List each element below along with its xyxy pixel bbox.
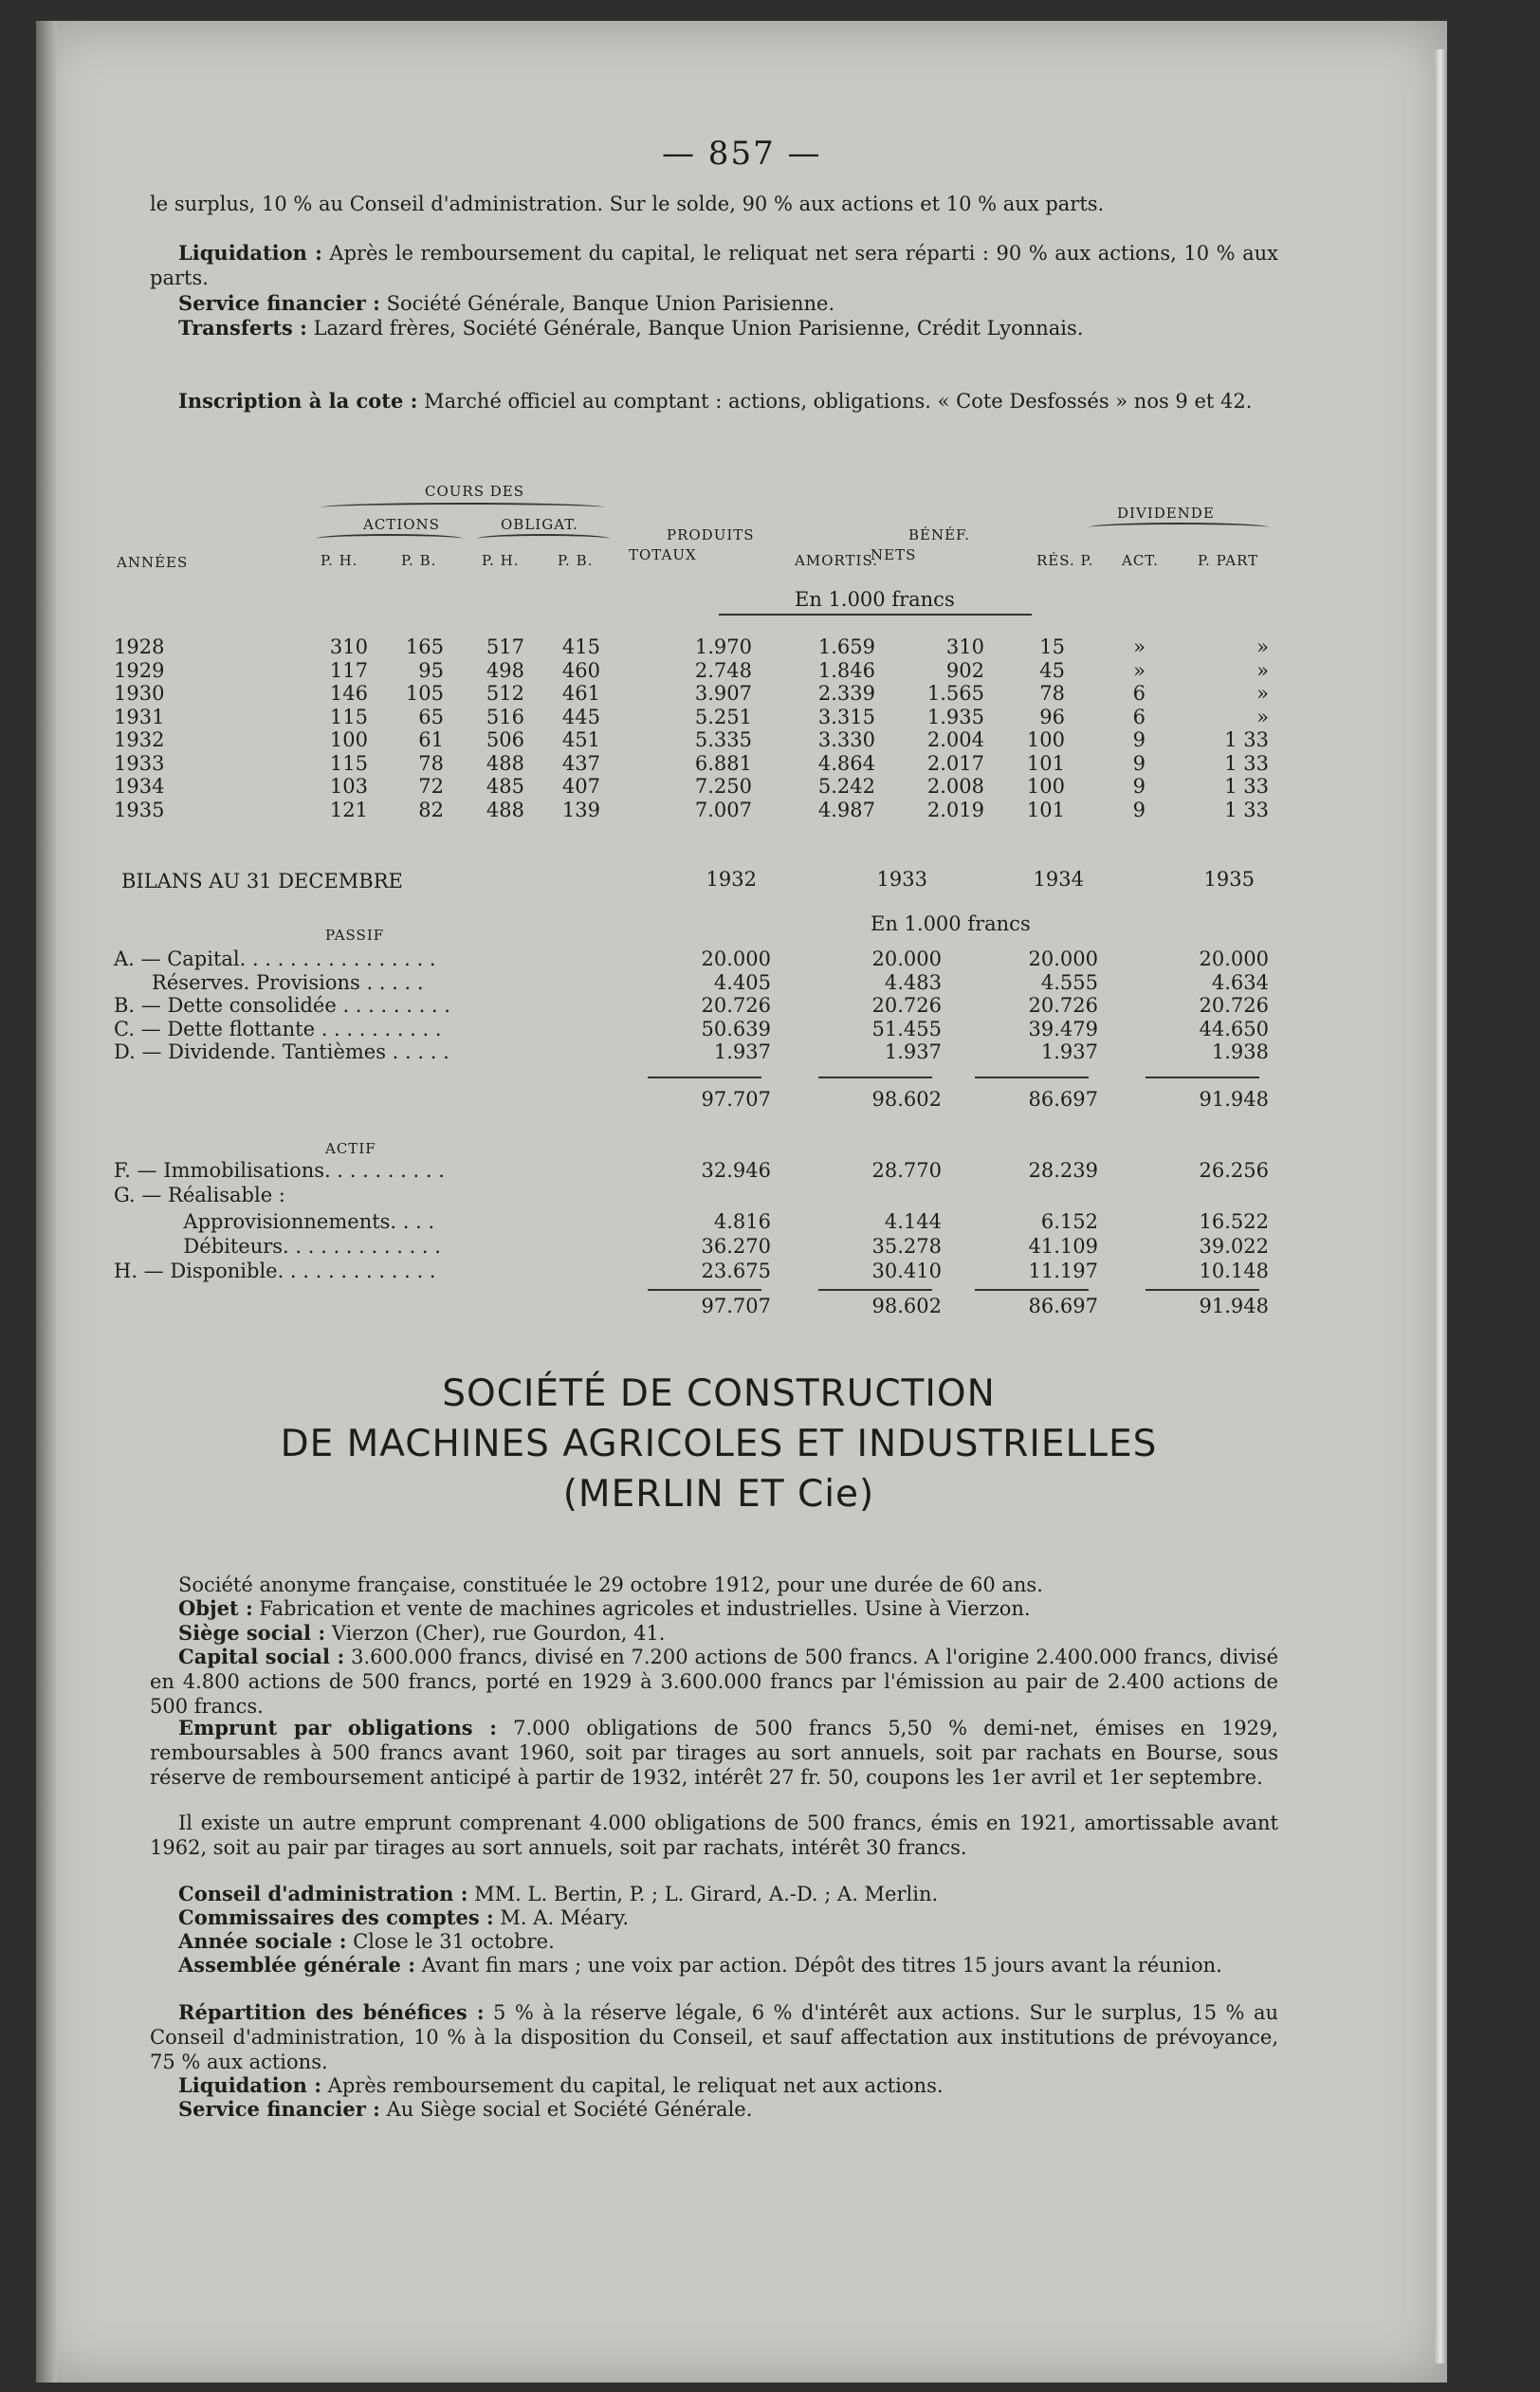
body-paragraph-9-label: Assemblée générale : <box>178 1953 415 1977</box>
body-paragraph-10-text: 5 % à la réserve légale, 6 % d'intérêt aux actions. Sur le surplus, 15 % au Conseil d'administration, 10 % à la disposition du Conseil, et sauf affectation aux institutions de prévoyance, 75 % aux actions. <box>150 2001 1279 2073</box>
passif-total-rule-2 <box>975 1076 1089 1078</box>
intro-paragraph-3-text: Société Générale, Banque Union Parisienne. <box>379 292 835 315</box>
header-obligations: OBLIGAT. <box>501 516 578 533</box>
company-title-line-3: (MERLIN ET Cie) <box>562 1473 875 1516</box>
passif-row-3-val-3: 44.650 <box>1199 1017 1269 1040</box>
cours-cell-r2-c1: 146 <box>329 682 368 705</box>
company-title-line-2: DE MACHINES AGRICOLES ET INDUSTRIELLES <box>280 1423 1158 1465</box>
intro-paragraph-1: le surplus, 10 % au Conseil d'administration. Sur le solde, 90 % aux actions et 10 % aux parts. <box>150 193 1105 215</box>
cours-cell-r3-c1: 115 <box>329 705 368 728</box>
cours-cell-r4-c7: 2.004 <box>926 728 984 751</box>
cours-cell-r0-c0: 1928 <box>114 635 165 658</box>
cours-cell-r7-c0: 1935 <box>114 798 165 821</box>
col-header-4: P. B. <box>558 552 594 569</box>
actif-row-2-label: Approvisionnements. . . . <box>114 1210 435 1233</box>
passif-row-4-val-3: 1.938 <box>1211 1040 1269 1063</box>
body-paragraph-2 <box>150 1621 1278 1646</box>
passif-total-rule-0 <box>648 1076 761 1078</box>
passif-row-0-val-0: 20.000 <box>701 948 771 970</box>
cours-cell-r2-c6: 2.339 <box>817 682 875 705</box>
cours-cell-r4-c1: 100 <box>329 728 368 751</box>
passif-row-2-val-3: 20.726 <box>1199 994 1269 1017</box>
col-header-5: PRODUITS <box>667 526 755 543</box>
cours-cell-r6-c10: 1 33 <box>1224 775 1269 798</box>
cours-cell-r2-c5: 3.907 <box>694 682 752 705</box>
cours-cell-r4-c5: 5.335 <box>694 728 752 751</box>
cours-cell-r4-c2: 61 <box>418 728 444 751</box>
cours-cell-r6-c8: 100 <box>1026 775 1065 798</box>
col-header-5-b: TOTAUX <box>629 546 697 563</box>
cours-cell-r7-c7: 2.019 <box>926 798 984 821</box>
body-paragraph-2-text: Vierzon (Cher), rue Gourdon, 41. <box>325 1622 666 1645</box>
brace-actions <box>316 534 463 543</box>
cours-cell-r3-c10: » <box>1256 705 1269 728</box>
body-paragraph-10-label: Répartition des bénéfices : <box>178 2000 485 2024</box>
actif-row-3-val-1: 35.278 <box>871 1235 942 1258</box>
cours-cell-r7-c2: 82 <box>418 798 444 821</box>
cours-cell-r1-c6: 1.846 <box>817 658 875 682</box>
actif-row-3-val-3: 39.022 <box>1199 1235 1269 1258</box>
passif-row-1-val-2: 4.555 <box>1040 970 1098 994</box>
cours-cell-r4-c9: 9 <box>1132 728 1146 751</box>
actif-row-4-val-3: 10.148 <box>1199 1260 1269 1282</box>
intro-paragraph-3-label: Service financier : <box>178 291 380 315</box>
cours-cell-r4-c10: 1 33 <box>1224 728 1269 751</box>
cours-cell-r0-c7: 310 <box>945 635 984 658</box>
body-paragraph-11-text: Après remboursement du capital, le reliquat net aux actions. <box>321 2074 944 2097</box>
cours-cell-r2-c7: 1.565 <box>926 682 984 705</box>
col-header-7-b: NETS <box>871 546 917 563</box>
body-paragraph-1-label: Objet : <box>178 1596 253 1620</box>
bilans-year-0: 1932 <box>706 868 757 891</box>
body-paragraph-5 <box>150 1811 1278 1860</box>
cours-cell-r0-c9: » <box>1133 635 1146 658</box>
cours-cell-r6-c0: 1934 <box>114 775 165 798</box>
cours-cell-r6-c4: 407 <box>561 775 600 798</box>
cours-cell-r6-c7: 2.008 <box>926 775 984 798</box>
cours-cell-r4-c3: 506 <box>486 728 524 751</box>
passif-row-3-val-0: 50.639 <box>701 1017 771 1040</box>
passif-total-1: 98.602 <box>871 1088 942 1111</box>
body-paragraph-3-text: 3.600.000 francs, divisé en 7.200 actions de 500 francs. A l'origine 2.400.000 francs, divisé en 4.800 actions de 500 francs, porté en 1929 à 3.600.000 francs par l'émission au pair de 2.400 actions de 500 francs. <box>150 1646 1278 1718</box>
col-header-10: P. PART <box>1198 552 1259 569</box>
cours-cell-r7-c9: 9 <box>1132 798 1146 821</box>
body-paragraph-12 <box>150 2097 1278 2122</box>
passif-label: PASSIF <box>325 927 385 944</box>
passif-row-1-val-0: 4.405 <box>713 970 771 994</box>
intro-paragraph-2-label: Liquidation : <box>178 241 322 265</box>
intro-paragraph-2 <box>150 241 1278 290</box>
cours-cell-r1-c9: » <box>1133 658 1146 682</box>
passif-row-4-val-2: 1.937 <box>1040 1040 1098 1063</box>
actif-row-3-label: Débiteurs. . . . . . . . . . . . . <box>114 1235 441 1258</box>
brace-obligations <box>477 534 610 543</box>
body-paragraph-11 <box>150 2073 1278 2098</box>
cours-cell-r1-c0: 1929 <box>114 658 165 682</box>
cours-cell-r0-c8: 15 <box>1039 635 1065 658</box>
actif-row-4-label: H. — Disponible. . . . . . . . . . . . . <box>114 1260 436 1282</box>
body-paragraph-4 <box>150 1716 1278 1790</box>
cours-cell-r4-c0: 1932 <box>114 728 165 751</box>
body-paragraph-10 <box>150 2000 1278 2074</box>
intro-paragraph-5-text: Marché officiel au comptant : actions, obligations. « Cote Desfossés » nos 9 et 42. <box>417 390 1253 413</box>
cours-cell-r3-c2: 65 <box>418 705 444 728</box>
actif-total-3: 91.948 <box>1199 1295 1269 1317</box>
actif-row-0-val-3: 26.256 <box>1199 1159 1269 1182</box>
passif-total-0: 97.707 <box>701 1088 771 1111</box>
col-header-6: AMORTIS. <box>795 552 878 569</box>
actif-label: ACTIF <box>325 1140 376 1157</box>
passif-row-0-val-3: 20.000 <box>1199 948 1269 970</box>
brace-dividende <box>1089 523 1269 532</box>
cours-cell-r0-c2: 165 <box>405 635 444 658</box>
actif-row-3-val-2: 41.109 <box>1028 1235 1098 1258</box>
passif-total-2: 86.697 <box>1028 1088 1098 1111</box>
cours-cell-r7-c6: 4.987 <box>817 798 875 821</box>
body-paragraph-6 <box>150 1882 1278 1906</box>
body-paragraph-0 <box>150 1573 1278 1597</box>
bilans-year-2: 1934 <box>1033 868 1084 891</box>
header-actions: ACTIONS <box>363 516 440 533</box>
cours-cell-r7-c5: 7.007 <box>694 798 752 821</box>
body-paragraph-8-label: Année sociale : <box>178 1929 347 1953</box>
cours-cell-r5-c4: 437 <box>561 751 600 775</box>
actif-total-rule-0 <box>648 1289 761 1291</box>
cours-cell-r6-c2: 72 <box>418 775 444 798</box>
actif-row-2-val-2: 6.152 <box>1040 1210 1098 1233</box>
bilans-year-1: 1933 <box>876 868 927 891</box>
col-header-1: P. H. <box>321 552 358 569</box>
passif-row-4-val-0: 1.937 <box>713 1040 771 1063</box>
cours-cell-r3-c8: 96 <box>1039 705 1065 728</box>
cours-cell-r7-c1: 121 <box>329 798 368 821</box>
body-paragraph-7 <box>150 1905 1278 1930</box>
passif-row-1-val-1: 4.483 <box>884 970 942 994</box>
header-cours-des: COURS DES <box>425 483 525 500</box>
passif-row-1-val-3: 4.634 <box>1211 970 1269 994</box>
cours-cell-r6-c9: 9 <box>1132 775 1146 798</box>
cours-cell-r5-c10: 1 33 <box>1224 751 1269 775</box>
passif-row-3-val-2: 39.479 <box>1028 1017 1098 1040</box>
col-header-7: BÉNÉF. <box>908 526 970 543</box>
cours-cell-r6-c6: 5.242 <box>817 775 875 798</box>
cours-cell-r0-c3: 517 <box>486 635 524 658</box>
cours-cell-r0-c6: 1.659 <box>817 635 875 658</box>
body-paragraph-3-label: Capital social : <box>178 1645 345 1668</box>
cours-cell-r5-c0: 1933 <box>114 751 165 775</box>
passif-row-2-label: B. — Dette consolidée . . . . . . . . . <box>114 994 450 1017</box>
passif-total-3: 91.948 <box>1199 1088 1269 1111</box>
body-paragraph-9 <box>150 1953 1278 1978</box>
passif-row-4-val-1: 1.937 <box>884 1040 942 1063</box>
body-paragraph-4-label: Emprunt par obligations : <box>178 1716 498 1739</box>
cours-unit-rule <box>719 614 1032 616</box>
col-header-9: ACT. <box>1122 552 1159 569</box>
company-title-line-1: SOCIÉTÉ DE CONSTRUCTION <box>442 1372 996 1415</box>
cours-cell-r2-c8: 78 <box>1039 682 1065 705</box>
cours-cell-r3-c7: 1.935 <box>926 705 984 728</box>
actif-row-4-val-2: 11.197 <box>1028 1260 1098 1282</box>
cours-cell-r5-c3: 488 <box>486 751 524 775</box>
page-number: — 857 — <box>662 135 822 173</box>
body-paragraph-3 <box>150 1645 1278 1719</box>
cours-cell-r7-c4: 139 <box>561 798 600 821</box>
cours-unit: En 1.000 francs <box>795 588 955 611</box>
body-paragraph-11-label: Liquidation : <box>178 2073 321 2097</box>
actif-total-2: 86.697 <box>1028 1295 1098 1317</box>
actif-total-0: 97.707 <box>701 1295 771 1317</box>
body-paragraph-9-text: Avant fin mars ; une voix par action. Dépôt des titres 15 jours avant la réunion. <box>414 1954 1222 1977</box>
cours-cell-r4-c8: 100 <box>1026 728 1065 751</box>
cours-cell-r2-c9: 6 <box>1132 682 1146 705</box>
passif-row-0-label: A. — Capital. . . . . . . . . . . . . . . . <box>114 948 436 970</box>
actif-row-2-val-0: 4.816 <box>713 1210 771 1233</box>
cours-cell-r2-c10: » <box>1256 682 1269 705</box>
cours-cell-r7-c10: 1 33 <box>1224 798 1269 821</box>
body-paragraph-1 <box>150 1596 1278 1621</box>
cours-cell-r1-c2: 95 <box>418 658 444 682</box>
body-paragraph-2-label: Siège social : <box>178 1621 326 1645</box>
intro-paragraph-5-label: Inscription à la cote : <box>178 389 418 413</box>
actif-row-0-val-1: 28.770 <box>871 1159 942 1182</box>
cours-cell-r1-c1: 117 <box>329 658 368 682</box>
passif-total-rule-1 <box>818 1076 932 1078</box>
body-paragraph-5-text: Il existe un autre emprunt comprenant 4.000 obligations de 500 francs, émis en 1921, amortissable avant 1962, soit au pair par tirages au sort annuels, soit par rachats, intérêt 30 francs. <box>150 1812 1278 1859</box>
actif-row-0-label: F. — Immobilisations. . . . . . . . . . <box>114 1159 445 1182</box>
cours-cell-r1-c4: 460 <box>561 658 600 682</box>
cours-cell-r0-c4: 415 <box>561 635 600 658</box>
cours-cell-r3-c3: 516 <box>486 705 524 728</box>
body-paragraph-7-text: M. A. Méary. <box>493 1906 630 1929</box>
book-spine <box>36 21 57 2383</box>
cours-cell-r6-c1: 103 <box>329 775 368 798</box>
cours-cell-r0-c5: 1.970 <box>694 635 752 658</box>
cours-cell-r5-c1: 115 <box>329 751 368 775</box>
passif-row-0-val-2: 20.000 <box>1028 948 1098 970</box>
cours-cell-r3-c9: 6 <box>1132 705 1146 728</box>
body-paragraph-8 <box>150 1929 1278 1954</box>
cours-cell-r2-c2: 105 <box>405 682 444 705</box>
body-paragraph-1-text: Fabrication et vente de machines agricoles et industrielles. Usine à Vierzon. <box>252 1597 1031 1620</box>
body-paragraph-4-text: 7.000 obligations de 500 francs 5,50 % demi-net, émises en 1929, remboursables à 500 francs avant 1960, soit par tirages au sort annuels, soit par rachats en Bourse, sous réserve de remboursement anticipé à partir de 1932, intérêt 27 fr. 50, coupons les 1er avril et 1er septembre. <box>150 1717 1278 1789</box>
cours-cell-r7-c8: 101 <box>1026 798 1065 821</box>
actif-row-2-val-3: 16.522 <box>1199 1210 1269 1233</box>
cours-cell-r3-c4: 445 <box>561 705 600 728</box>
passif-row-2-val-2: 20.726 <box>1028 994 1098 1017</box>
cours-cell-r2-c3: 512 <box>486 682 524 705</box>
cours-cell-r5-c8: 101 <box>1026 751 1065 775</box>
col-header-2: P. B. <box>401 552 437 569</box>
body-paragraph-0-text: Société anonyme française, constituée le 29 octobre 1912, pour une durée de 60 ans. <box>178 1573 1043 1596</box>
cours-cell-r1-c8: 45 <box>1039 658 1065 682</box>
col-header-3: P. H. <box>482 552 520 569</box>
intro-paragraph-5 <box>150 389 1278 414</box>
cours-cell-r4-c6: 3.330 <box>817 728 875 751</box>
passif-row-2-val-0: 20.726 <box>701 994 771 1017</box>
cours-cell-r1-c7: 902 <box>945 658 984 682</box>
bilans-unit: En 1.000 francs <box>871 912 1031 935</box>
intro-paragraph-4-text: Lazard frères, Société Générale, Banque Union Parisienne, Crédit Lyonnais. <box>306 317 1084 340</box>
brace-cours-des <box>321 503 605 512</box>
cours-cell-r5-c5: 6.881 <box>694 751 752 775</box>
intro-paragraph-4-label: Transferts : <box>178 316 307 340</box>
cours-cell-r5-c9: 9 <box>1132 751 1146 775</box>
passif-row-4-label: D. — Dividende. Tantièmes . . . . . <box>114 1040 449 1063</box>
passif-row-3-label: C. — Dette flottante . . . . . . . . . . <box>114 1017 442 1040</box>
cours-cell-r3-c5: 5.251 <box>694 705 752 728</box>
passif-total-rule-3 <box>1146 1076 1259 1078</box>
actif-row-0-val-0: 32.946 <box>701 1159 771 1182</box>
body-paragraph-7-label: Commissaires des comptes : <box>178 1905 494 1929</box>
actif-row-4-val-1: 30.410 <box>871 1260 942 1282</box>
cours-cell-r5-c7: 2.017 <box>926 751 984 775</box>
intro-paragraph-4 <box>150 316 1278 340</box>
col-header-8: RÉS. P. <box>1036 552 1094 569</box>
cours-cell-r5-c2: 78 <box>418 751 444 775</box>
cours-cell-r2-c4: 461 <box>561 682 600 705</box>
bilans-year-3: 1935 <box>1203 868 1255 891</box>
col-header-0: ANNÉES <box>117 554 189 571</box>
passif-row-2-val-1: 20.726 <box>871 994 942 1017</box>
actif-total-1: 98.602 <box>871 1295 942 1317</box>
actif-row-3-val-0: 36.270 <box>701 1235 771 1258</box>
body-paragraph-12-label: Service financier : <box>178 2097 380 2121</box>
actif-row-1-label: G. — Réalisable : <box>114 1184 285 1206</box>
body-paragraph-12-text: Au Siège social et Société Générale. <box>379 2098 753 2121</box>
actif-total-rule-3 <box>1146 1289 1259 1291</box>
cours-cell-r7-c3: 488 <box>486 798 524 821</box>
cours-cell-r5-c6: 4.864 <box>817 751 875 775</box>
actif-total-rule-1 <box>818 1289 932 1291</box>
body-paragraph-8-text: Close le 31 octobre. <box>346 1930 555 1953</box>
actif-total-rule-2 <box>975 1289 1089 1291</box>
cours-cell-r6-c3: 485 <box>486 775 524 798</box>
bilans-title: BILANS AU 31 DECEMBRE <box>121 870 403 892</box>
passif-row-0-val-1: 20.000 <box>871 948 942 970</box>
passif-row-1-label: Réserves. Provisions . . . . . <box>114 970 424 994</box>
header-dividende: DIVIDENDE <box>1117 505 1215 522</box>
cours-cell-r2-c0: 1930 <box>114 682 165 705</box>
cours-cell-r1-c5: 2.748 <box>694 658 752 682</box>
cours-cell-r6-c5: 7.250 <box>694 775 752 798</box>
scanned-page <box>36 21 1447 2383</box>
cours-cell-r3-c6: 3.315 <box>817 705 875 728</box>
intro-paragraph-2-text: Après le remboursement du capital, le reliquat net sera réparti : 90 % aux actions, 10 % aux parts. <box>150 242 1278 289</box>
actif-row-0-val-2: 28.239 <box>1028 1159 1098 1182</box>
cours-cell-r3-c0: 1931 <box>114 705 165 728</box>
actif-row-2-val-1: 4.144 <box>884 1210 942 1233</box>
body-paragraph-6-text: MM. L. Bertin, P. ; L. Girard, A.-D. ; A. Merlin. <box>468 1883 939 1905</box>
passif-row-3-val-1: 51.455 <box>871 1017 942 1040</box>
cours-cell-r1-c3: 498 <box>486 658 524 682</box>
cours-cell-r4-c4: 451 <box>561 728 600 751</box>
cours-cell-r0-c1: 310 <box>329 635 368 658</box>
cours-cell-r1-c10: » <box>1256 658 1269 682</box>
actif-row-4-val-0: 23.675 <box>701 1260 771 1282</box>
intro-paragraph-3 <box>150 291 1278 316</box>
cours-cell-r0-c10: » <box>1256 635 1269 658</box>
page-edge <box>1434 49 1447 2364</box>
body-paragraph-6-label: Conseil d'administration : <box>178 1882 468 1905</box>
